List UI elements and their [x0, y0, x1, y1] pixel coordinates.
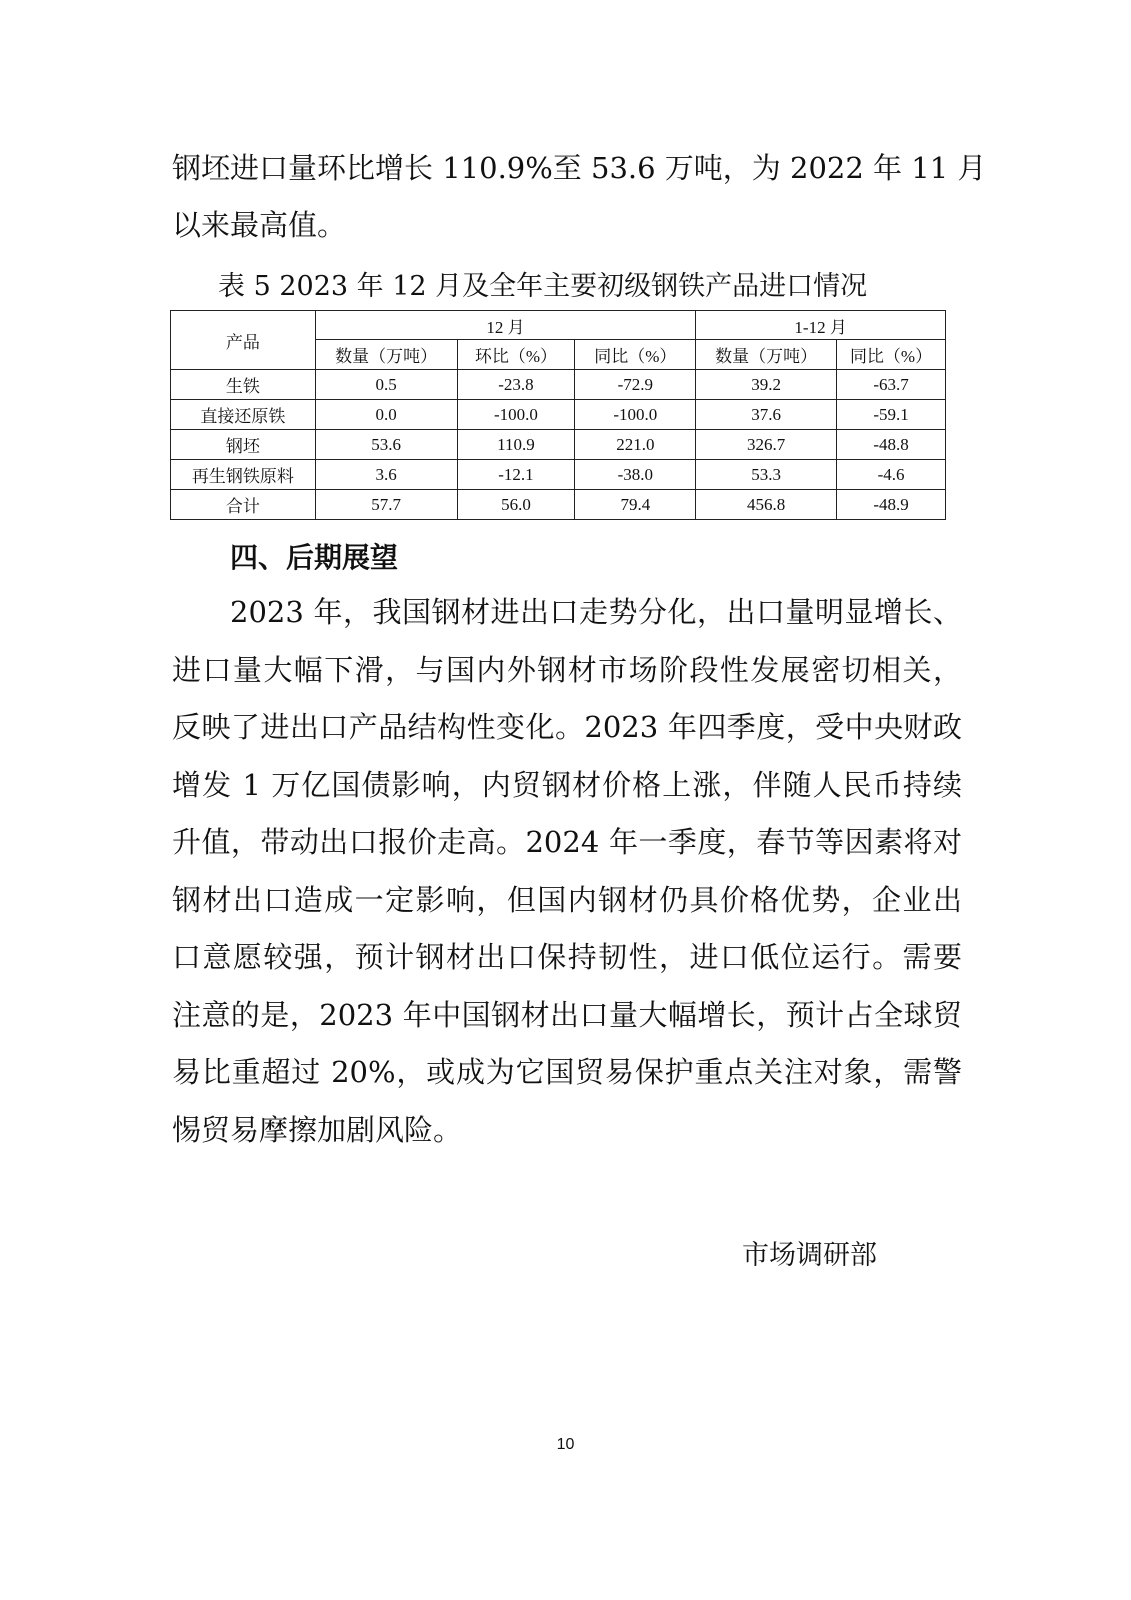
paragraph-line: 2023 年，我国钢材进出口走势分化，出口量明显增长、 [230, 595, 962, 629]
table-cell: -63.7 [837, 370, 946, 400]
table-cell: -4.6 [837, 460, 946, 490]
table-cell: 326.7 [696, 430, 837, 460]
table-cell: 0.5 [315, 370, 457, 400]
product-name: 钢坯 [171, 430, 316, 460]
sub-header: 数量（万吨） [315, 340, 457, 370]
table-cell: 56.0 [457, 490, 575, 520]
product-name: 合计 [171, 490, 316, 520]
table-cell: -59.1 [837, 400, 946, 430]
table-cell: 57.7 [315, 490, 457, 520]
paragraph-line: 口意愿较强，预计钢材出口保持韧性，进口低位运行。需要 [172, 940, 962, 974]
table-row [171, 400, 946, 430]
table-cell: 456.8 [696, 490, 837, 520]
table-row [171, 460, 946, 490]
paragraph-line: 易比重超过 20%，或成为它国贸易保护重点关注对象，需警 [172, 1055, 962, 1089]
table-row [171, 430, 946, 460]
table-cell: -38.0 [575, 460, 696, 490]
table-cell: -100.0 [575, 400, 696, 430]
paragraph-line: 反映了进出口产品结构性变化。2023 年四季度，受中央财政 [172, 710, 962, 744]
table-cell: -72.9 [575, 370, 696, 400]
product-name: 直接还原铁 [171, 400, 316, 430]
product-name: 再生钢铁原料 [171, 460, 316, 490]
paragraph-line: 注意的是，2023 年中国钢材出口量大幅增长，预计占全球贸 [172, 998, 962, 1032]
table-cell: 3.6 [315, 460, 457, 490]
sub-header: 环比（%） [457, 340, 575, 370]
table-cell: 110.9 [457, 430, 575, 460]
paragraph-line: 进口量大幅下滑，与国内外钢材市场阶段性发展密切相关， [172, 653, 962, 687]
table-cell: 39.2 [696, 370, 837, 400]
table-row-total [171, 490, 946, 520]
group-header-full-year: 1-12 月 [696, 311, 946, 340]
table-caption: 表 5 2023 年 12 月及全年主要初级钢铁产品进口情况 [218, 271, 868, 302]
import-table [170, 310, 946, 520]
table-cell: -48.9 [837, 490, 946, 520]
table-cell: -12.1 [457, 460, 575, 490]
sub-header: 同比（%） [837, 340, 946, 370]
paragraph-line: 增发 1 万亿国债影响，内贸钢材价格上涨，伴随人民币持续 [172, 768, 962, 802]
section-heading: 四、后期展望 [230, 541, 399, 574]
table-cell: -23.8 [457, 370, 575, 400]
group-header-december: 12 月 [315, 311, 696, 340]
table-cell: -48.8 [837, 430, 946, 460]
table-cell: 53.3 [696, 460, 837, 490]
page-number: 10 [556, 1436, 575, 1453]
signature: 市场调研部 [742, 1240, 877, 1271]
product-header: 产品 [171, 311, 316, 370]
table-cell: 221.0 [575, 430, 696, 460]
paragraph-line: 钢材出口造成一定影响，但国内钢材仍具价格优势，企业出 [172, 883, 962, 917]
product-name: 生铁 [171, 370, 316, 400]
table-cell: 79.4 [575, 490, 696, 520]
paragraph-line: 惕贸易摩擦加剧风险。 [172, 1113, 463, 1147]
intro-line: 以来最高值。 [172, 208, 347, 242]
intro-line: 钢坯进口量环比增长 110.9%至 53.6 万吨，为 2022 年 11 月 [172, 151, 987, 185]
table-cell: 0.0 [315, 400, 457, 430]
sub-header: 数量（万吨） [696, 340, 837, 370]
table-cell: 37.6 [696, 400, 837, 430]
table-row [171, 370, 946, 400]
sub-header: 同比（%） [575, 340, 696, 370]
paragraph-line: 升值，带动出口报价走高。2024 年一季度，春节等因素将对 [172, 825, 962, 859]
table-cell: -100.0 [457, 400, 575, 430]
table-cell: 53.6 [315, 430, 457, 460]
